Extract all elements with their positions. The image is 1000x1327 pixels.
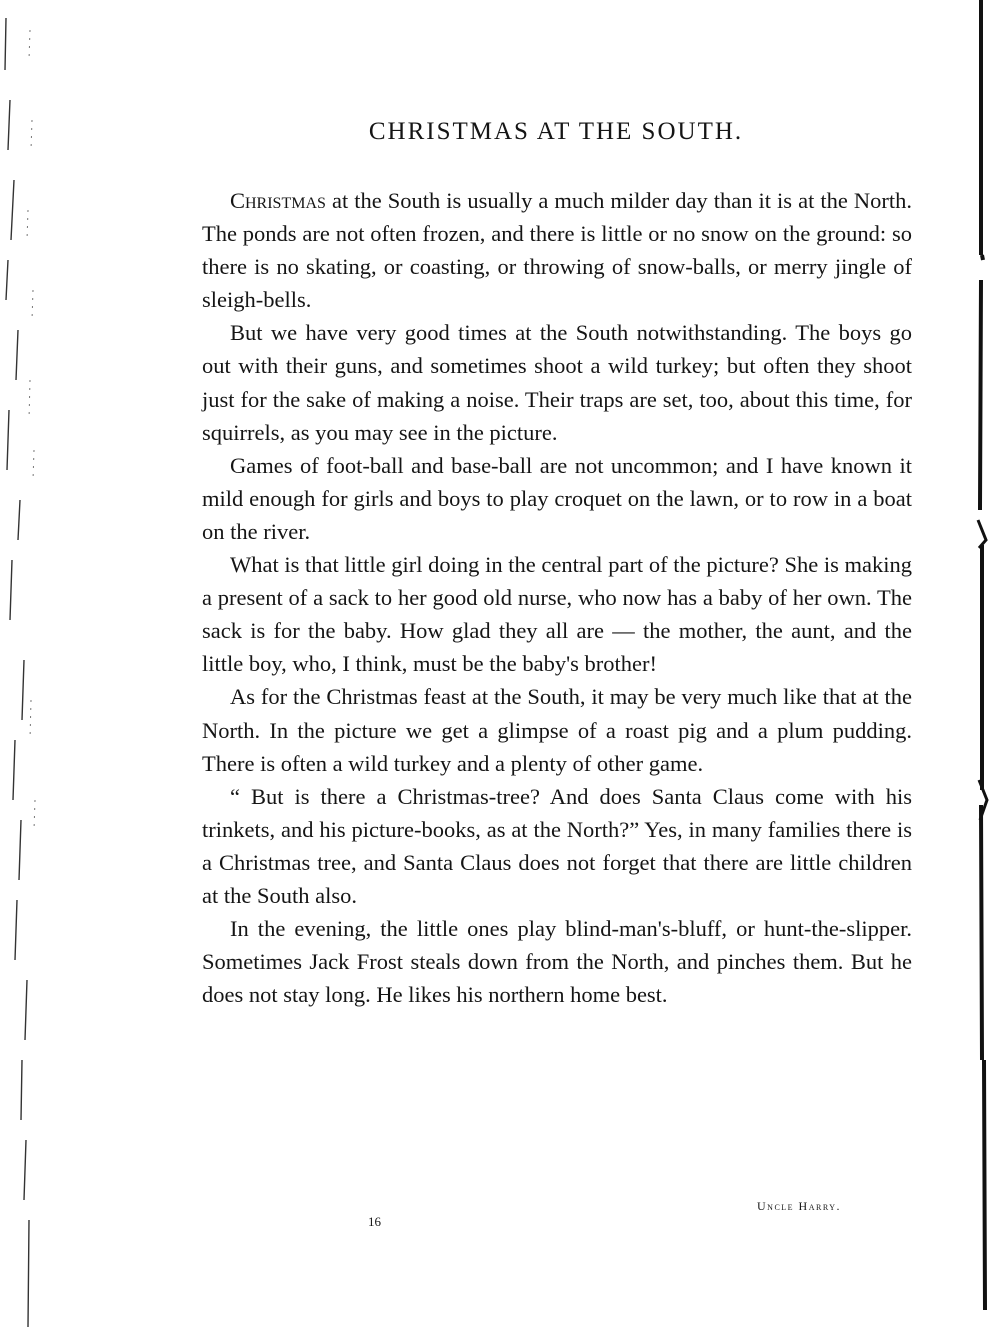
paragraph-6: “ But is there a Christmas-tree? And does Santa Claus come with his trinkets, and his picture-books, as at the North?” Yes, in many families there is a Christmas tree, and Santa Claus does not forget that there are little children at the South also.: [202, 783, 912, 908]
page-title: CHRISTMAS AT THE SOUTH.: [368, 118, 744, 145]
paragraph-2: But we have very good times at the South notwithstanding. The boys go out with their guns, and sometimes shoot a wild turkey; but often they shoot just for the sake of making a noise. Their traps are set, too, about this time, for squirrels, as you may see in the picture.: [202, 320, 912, 445]
paragraph-1-text: at the South is usually a much milder day than it is at the North. The ponds are not often frozen, and there is little or no snow on the ground: so there is no skating, or coasting, or throwing of snow-balls, or merry jingle of sleigh-bells.: [202, 188, 912, 313]
left-scan-edge: [0, 0, 48, 1327]
right-scan-edge: [968, 0, 1000, 1327]
paragraph-3: Games of foot-ball and base-ball are not uncommon; and I have known it mild enough for girls and boys to play croquet on the lawn, or to row in a boat on the river.: [202, 452, 912, 544]
paragraph-4: What is that little girl doing in the central part of the picture? She is making a present of a sack to her good old nurse, who now has a baby of her own. The sack is for the baby. How glad they all are — the mother, the aunt, and the little boy, who, I think, must be the baby's brother!: [202, 552, 912, 677]
page-number: 16: [368, 1214, 381, 1229]
article-body: [202, 184, 912, 1011]
author-signature: Uncle Harry.: [757, 1199, 842, 1213]
paragraph-1: [202, 184, 912, 316]
paragraph-5: As for the Christmas feast at the South, it may be very much like that at the North. In the picture we get a glimpse of a roast pig and a plum pudding. There is often a wild turkey and a plenty of other game.: [202, 684, 912, 776]
lead-word: Christmas: [230, 188, 326, 213]
paragraph-7: In the evening, the little ones play blind-man's-bluff, or hunt-the-slipper. Sometimes Jack Frost steals down from the North, and pinches them. But he does not stay long. He likes his northern home best.: [202, 916, 912, 1008]
